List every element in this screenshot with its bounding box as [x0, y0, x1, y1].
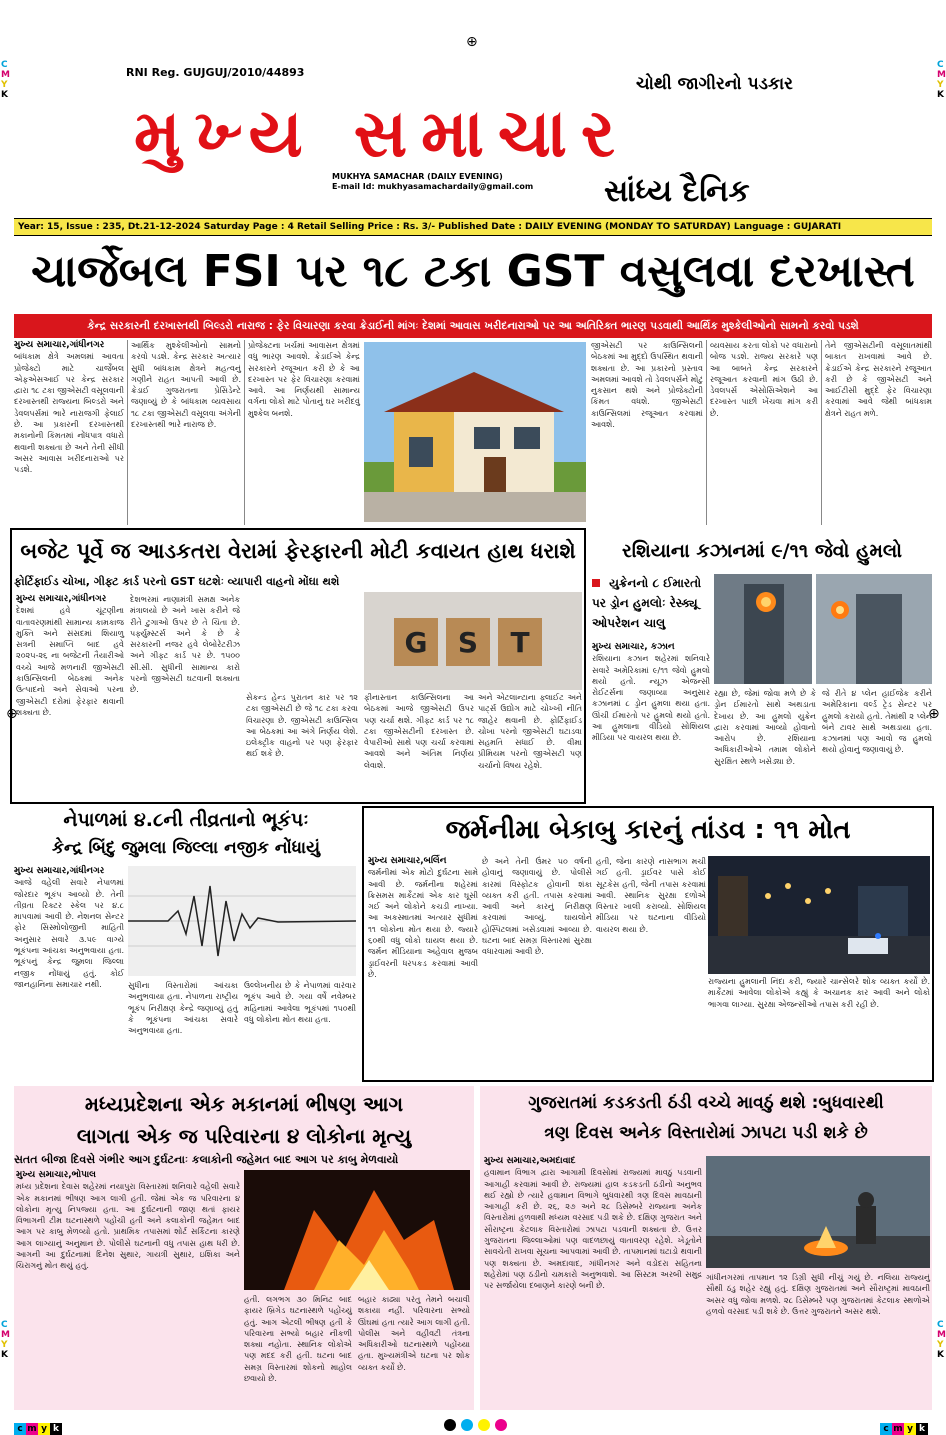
- lead-text-3: પ્રોજેક્ટના ખર્ચમાં આવાસન ક્ષેત્રમાં વધુ ભારણ આવશે. ક્રેડાઈએ કેન્દ્ર સરકારને રજૂઆત કરી છે કે આ દરખાસ્ત પર ફેર વિચારણા કરવામાં આવે. આ નિર્ણયથી સામાન્ય વર્ગના લોકો માટે પોતાનું ઘર ખરીદવું મુશ્કેલ બનશે.: [248, 341, 360, 418]
- registration-dots: [444, 1416, 507, 1435]
- lead-text-6: તેને જીએસટીની વસૂલાતમાંથી બાકાત રાખવામાં આવે છે. ક્રેડાઈએ કેન્દ્ર સરકારને રજૂઆત કરી છે કે જીએસટી અને આઈટીસી મુદ્દે ફેર વિચારણા કરવામાં આવે જેથી બાંધકામ ક્ષેત્રને રાહત મળે.: [825, 341, 932, 418]
- budget-text-3: સેકન્ડ હેન્ડ પુરાતન કાર પર ૧૨ ટકા જીએસટી છે જે ૧૮ ટકા કરવા વિચારણા છે. જીએસટી કાઉન્સિલ આ બેઠકમાં આ અંગે નિર્ણય લેશે. ઇલેક્ટ્રીક વાહનો પર પણ ફેરફાર થઈ શકે છે.: [246, 693, 358, 759]
- info-bar-text: Year: 15, Issue : 235, Dt.21-12-2024 Saturday Page : 4 Retail Selling Price : Rs. 3/- Published Date : DAILY EVENING (MONDAY TO SATURDAY) Language : GUJARATI: [18, 222, 842, 232]
- mp-col-1: [16, 1170, 240, 1408]
- cmyk-strip-right: c m y k: [880, 1416, 928, 1435]
- kazan-photo-1: [714, 574, 812, 684]
- mp-col-2: [244, 1294, 352, 1408]
- budget-text-4: ફીનાસ્તાન કાઉન્સિલના આ બેઠકમાં આજે જીએસટી ઉપર પણ ચર્ચા થશે. ગીફ્ટ કાર્ડ પર ૧૮ ટકા જીએસટીની દરખાસ્ત છે. વેપારીઓ સાથે પણ ચર્ચા કરવામાં આવશે અને અંતિમ નિર્ણય લેવાશે.: [364, 693, 474, 770]
- mp-byline: મુખ્ય સમાચાર,ભોપાલ: [16, 1170, 96, 1180]
- russia-headline: રશિયાના કઝાનમાં ૯/૧૧ જેવો હુમલો: [621, 540, 903, 562]
- russia-col-2: [714, 688, 816, 804]
- lead-col-4: [591, 340, 703, 525]
- lead-col-3: [248, 340, 360, 525]
- lead-col-1: [14, 340, 124, 525]
- germany-text-4: રાજ્યના હુમલાની નિંદા કરી, જ્યારે ચાન્સેલરે શોક વ્યક્ત કર્યો છે. માર્કેટમાં આવેલા લોકોએ કહ્યું કે અચાનક કાર આવી અને લોકો ભાગવા લાગ્યા. સુરક્ષા એજન્સીઓ તપાસ કરી રહી છે.: [708, 977, 930, 1009]
- registration-mark-right: ⊕: [928, 706, 940, 722]
- mp-subhead: સતત બીજા દિવસે ગંભીર આગ દુર્ઘટનાઃ કલાકોની જહેમત બાદ આગ પર કાબુ મેળવાયો: [14, 1153, 399, 1166]
- russia-text-1: રશિયાના કઝાન શહેરમાં શનિવારે સવારે અમેરિકામાં ૯/૧૧ જેવો હુમલો થયો હતો. ન્યૂઝ એજન્સી રોઈટર્સના જણાવ્યા અનુસાર કઝાનમાં ૮ ડ્રોન હુમલા થયા હતા. ઊંચી ઈમારતો પર હુમલો થયો હતો. આ હુમલાના વીડિયો સોશિયલ મીડિયા પર વાયરલ થયા છે.: [592, 654, 710, 743]
- registration-mark-left: ⊕: [6, 706, 18, 722]
- budget-text-2: દેશભરમાં નાણામંત્રી સમક્ષ અનેક મંત્રાલયો છે અને ખાસ કરીને જે રીતે ટુગાઓ ઉપર છે તે ચિંતા છે. પર્ફ્યુમ્સ્ટર્સ અને કે છે કે સરકારની નજર હવે લેબોરેટરીઝ અને ગીફ્ટ કાર્ડ પર છે. ૧૫૦૦ સી.સી. સુધીની સામાન્ય કારો પરનો જીએસટી ઘટવાની શક્યતા છે.: [130, 595, 240, 695]
- germany-text-2: છે અને તેની ઉંમર ૫૦ વર્ષની હોવાનું જણાવાયું છે. પોલીસે કારમાં વિસ્ફોટક હોવાની શંકા વ્યક્ત કરી હતી. તપાસ કરવામાં આવી અને કારનું નિરીક્ષણ કરવામાં આવ્યું. ઘાયલોને હોસ્પિટલમાં ખસેડવામાં આવ્યા છે. ઘટના બાદ સમગ્ર વિસ્તારમાં સુરક્ષા વધારવામાં આવી છે.: [482, 857, 592, 957]
- divider: [706, 340, 707, 525]
- germany-text-1: જર્મનીમાં એક મોટો દુર્ઘટના સામે આવી છે. જર્મનીના શહેરમાં ક્રિસમસ માર્કેટમાં એક કાર ઘૂસી ગઈ અને લોકોને કચડી નાખ્યા. આ અકસ્માતમાં અત્યાર સુધીમાં ૧૧ લોકોના મોત થયા છે. જ્યારે ૬૦થી વધુ લોકો ઘાયલ થયા છે. જર્મન મીડિયાના અહેવાલ મુજબ ડ્રાઈવરની ધરપકડ કરવામાં આવી છે.: [368, 868, 478, 979]
- mp-text-2: હતી. લગભગ ૩૦ મિનિટ બાદ ફાયર બ્રિગેડ ઘટનાસ્થળે પહોંચ્યું હતું. આગ એટલી ભીષણ હતી કે પરિવારના સભ્યો બહાર નીકળી શક્યા નહોતા. સ્થાનિક લોકોએ પણ મદદ કરી હતી. ઘટના બાદ સમગ્ર વિસ્તારમાં શોકનો માહોલ છવાયો છે.: [244, 1295, 352, 1384]
- nepal-col-2: [128, 980, 238, 1082]
- house-photo: [364, 342, 586, 522]
- germany-col-1: [368, 856, 478, 1078]
- cmyk-mark-left: C M Y K: [1, 60, 10, 100]
- nepal-byline: મુખ્ય સમાચાર,ગાંધીનગર: [14, 866, 105, 876]
- svg-text:G: G: [404, 626, 428, 659]
- budget-subhead: ફોર્ટિફાઈડ ચોખા, ગીફ્ટ કાર્ડ પરનો GST ઘટશેઃ વ્યાપારી વાહનો મોંઘા થશે: [14, 575, 340, 588]
- germany-byline: મુખ્ય સમાચાર,બર્લિન: [368, 856, 447, 866]
- lead-byline: મુખ્ય સમાચાર,ગાંધીનગર: [14, 340, 105, 350]
- lead-col-6: [825, 340, 932, 525]
- nepal-col-1: [14, 866, 124, 1082]
- nepal-text-2: સુધીના વિસ્તારોમાં આંચકા અનુભવાયા હતા. નેપાળના રાષ્ટ્રીય ભૂકંપ નિરીક્ષણ કેન્દ્રે જણાવ્યું હતું કે ભૂકંપના આંચકા સવારે અનુભવાયા હતા.: [128, 981, 238, 1036]
- red-square-icon: [592, 579, 600, 587]
- svg-text:T: T: [510, 626, 530, 659]
- germany-text-3: હતી, જેના કારણે નાસભાગ મચી ગઈ હતી. ડ્રાઈવર પાસે કોઈ સૂટકેસ હતી, જેની તપાસ કરવામાં આવી. સ્થાનિક સુરક્ષા દળોએ વિસ્તાર ખાલી કરાવ્યો. સોશિયલ મીડિયા પર ઘટનાના વીડિયો વાયરલ થયા છે.: [596, 857, 706, 934]
- divider: [127, 340, 128, 525]
- mp-col-3: [358, 1294, 470, 1408]
- lead-subhead: કેન્દ્ર સરકારની દરખાસ્તથી બિલ્ડરો નારાજ : ફેર વિચારણા કરવા ક્રેડાઈની માંગઃ દેશમાં આવાસ ખરીદનારાઓ પર આ અતિરિક્ત ભારણ પડવાથી આર્થિક મુશ્કેલીઓનો સામનો કરવો પડશે: [87, 320, 859, 332]
- nepal-headline-2: કેન્દ્ર બિંદુ જુમલા જિલ્લા નજીક નોંધાયું: [51, 838, 321, 858]
- budget-headline: બજેટ પૂર્વે જ આડકતરા વેરામાં ફેરફારની મોટી કવાયત હાથ ધરાશે: [20, 539, 576, 563]
- gst-blocks-photo: [364, 592, 582, 690]
- russia-subhead-block: [592, 572, 710, 642]
- lead-text-1: બાંધકામ ક્ષેત્રે અમલમાં આવતા પ્રોજેક્ટો માટે ચાર્જેબલ એફએસઆઈ પર કેન્દ્ર સરકાર દ્વારા ૧૮ ટકા જીએસટી વસૂલવાની દરખાસ્તથી રાજ્યના બિલ્ડરો અને ડેવલપર્સમાં ભારે નારાજગી ફેલાઈ છે. આ પ્રકારની દરખાસ્તથી મકાનોની કિંમતમાં નોંધપાત્ર વધારો થવાની શક્યતા છે અને તેની સીધી અસર આવાસ ખરીદનારાઓ પર પડશે.: [14, 352, 124, 475]
- budget-text-5: અને એટલાન્ટાના ફ્લાઈટ અને પાર્ટ્સ ઉદ્યોગ માટે ચોખ્ખી નીતિ જાહેર થવાની છે. ફોર્ટિફાઈડ ચોખા પરનો જીએસટી ઘટાડવા સહમતિ સધાઈ છે. વીમા પ્રીમિયમ પરનો જીએસટી પણ ચર્ચાનો વિષય રહેશે.: [478, 693, 582, 770]
- lead-text-2: આર્થિક મુશ્કેલીઓનો સામનો કરવો પડશે. કેન્દ્ર સરકાર અત્યાર સુધી બાંધકામ ક્ષેત્રને મહત્વનું ગણીને રાહત આપતી આવી છે. ક્રેડાઈ ગુજરાતના પ્રેસિડેન્ટે જણાવ્યું છે કે બાંધકામ વ્યવસાય ૧૮ ટકા જીએસટી વસૂલવા અંગેની દરખાસ્તથી ભારે નારાજ છે.: [131, 341, 241, 430]
- gujarat-col-1: [484, 1156, 702, 1408]
- lead-subhead-bar: [14, 314, 932, 338]
- russia-subhead: યુક્રેનનો ૮ ઈમારતો પર ડ્રોન હુમલોઃ રેસ્ક્યૂ ઓપરેશન ચાલુ: [592, 576, 702, 630]
- lead-headline: ચાર્જેબલ FSI પર ૧૮ ટકા GST વસુલવા દરખાસ્ત: [31, 246, 915, 297]
- russia-text-3: જે રીતે ૪ પ્લેન હાઈજેક કરીને અમેરિકાના વર્લ્ડ ટ્રેડ સેન્ટર પર હુમલો કરાયો હતો. તેમાંથી ૨ પ્લેન બંને ટાવર સાથે અથડાયા હતા. કઝાનમાં પણ આવો જ હુમલો થયો હોવાનું જણાવાયું છે.: [822, 689, 932, 755]
- mp-text-3: બહાર કાઢ્યા પરંતુ તેમને બચાવી શકાયા નહીં. પરિવારના સભ્યો ઊંઘમાં હતા ત્યારે આગ લાગી હતી. પોલીસ અને વહીવટી તંત્રના અધિકારીઓ ઘટનાસ્થળે પહોંચ્યા હતા. મુખ્યમંત્રીએ ઘટના પર શોક વ્યક્ત કર્યો છે.: [358, 1295, 470, 1372]
- gujarat-headline-1: ગુજરાતમાં કડકડતી ઠંડી વચ્ચે માવઠું થશે :બુધવારથી: [528, 1093, 884, 1113]
- svg-text:S: S: [457, 626, 479, 659]
- gujarat-text-2: ગાંધીનગરમાં તાપમાન ૧૨ ડિગ્રી સુધી નીચું ગયું છે. નલિયા રાજ્યનું સૌથી ઠંડુ શહેર રહ્યું હતું. દક્ષિણ ગુજરાતમાં અને સૌરાષ્ટ્રમાં માવઠાની અસર વધુ જોવા મળશે. ૨૮ ડિસેમ્બરે પણ ગુજરાતમાં કેટલાક સ્થળોએ હળવો વરસાદ પડી શકે છે. ઉત્તર ગુજરાતને અસર થશે.: [706, 1273, 930, 1316]
- edition-label: સાંધ્ય દૈનિક: [604, 174, 750, 209]
- budget-col-3: [246, 692, 358, 800]
- russia-byline: મુખ્ય સમાચાર, કઝાન: [592, 642, 675, 652]
- cmyk-mark-right: C M Y K: [937, 60, 946, 100]
- germany-col-4: [708, 976, 930, 1078]
- gujarat-col-2: [706, 1272, 930, 1408]
- budget-text-1: દેશમાં હવે ચૂંટણીના વાતાવરણમાંથી સામાન્ય કામકાજ મુક્તિ અને સંસદમાં શિયાળુ સત્રની સમાપ્તિ બાદ હવે ૨૦૨૫-૨૬ ના બજેટની તૈયારીઓ વચ્ચે આજે મળનારી જીએસટી કાઉન્સિલની બેઠકમાં અનેક ઉત્પાદનો અને સેવાઓ પરના જીએસટી દરોમાં ફેરફાર થવાની શક્યતા છે.: [16, 606, 124, 717]
- germany-col-2: [482, 856, 592, 1078]
- christmas-market-photo: [708, 856, 930, 974]
- fire-photo: [244, 1170, 470, 1290]
- cmyk-strip-left: c m y k: [14, 1416, 62, 1435]
- mp-text-1: મધ્ય પ્રદેશના દેવાસ શહેરમાં નયાપુરા વિસ્તારમાં શનિવારે વહેલી સવારે એક મકાનમાં ભીષણ આગ લાગી હતી. જેમાં એક જ પરિવારના ૪ લોકોના મૃત્યુ નિપજ્યા હતા. આ દુર્ઘટનાની જાણ થતાં ફાયર વિભાગની ટીમ ઘટનાસ્થળે પહોંચી હતી અને કલાકોની જહેમત બાદ આગ પર કાબુ મેળવ્યો હતો. પ્રાથમિક તપાસમાં શોર્ટ સર્કિટના કારણે આગ લાગ્યાનું અનુમાન છે. પોલીસે ઘટનાની વધુ તપાસ હાથ ધરી છે. આગની આ દુર્ઘટનામાં દિનેશ સુથાર, ગાયત્રી સુથાર, ઇશિકા અને ચિરાગનું મોત થયું હતું.: [16, 1182, 240, 1271]
- cmyk-mark-right-bottom: C M Y K: [937, 1320, 946, 1360]
- gujarat-text-1: હવામાન વિભાગ દ્વારા આગામી દિવસોમાં રાજ્યમાં માવઠું પડવાની આગાહી કરવામાં આવી છે. રાજ્યમાં હાલ કડકડતી ઠંડીનો અનુભવ થઈ રહ્યો છે ત્યારે હવામાન વિભાગે બુધવારથી ત્રણ દિવસ માવઠાની આગાહી કરી છે. ૨૬, ૨૭ અને ૨૮ ડિસેમ્બરે રાજ્યના અનેક વિસ્તારોમાં હળવાથી મધ્યમ વરસાદ પડી શકે છે. દક્ષિણ ગુજરાત અને સૌરાષ્ટ્રના કેટલાક વિસ્તારોમાં ઝાપટા પડવાની શક્યતા છે. ઉત્તર ગુજરાતના જિલ્લાઓમાં પણ વાદળછાયું વાતાવરણ રહેશે. ખેડૂતોને સાવચેતી રાખવા સૂચના આપવામાં આવી છે. તાપમાનમાં ઘટાડો થવાની પણ શક્યતા છે. અમદાવાદ, ગાંધીનગર અને વડોદરા સહિતના શહેરોમાં પણ ઠંડીનો ચમકારો અનુભવાશે. આ સિસ્ટમ અરબી સમુદ્ર પર સર્જાયેલા દબાણને કારણે બની છે.: [484, 1168, 702, 1291]
- lead-text-4: જીએસટી પર કાઉન્સિલની બેઠકમાં આ મુદ્દો ઉપસ્થિત થવાની શક્યતા છે. આ પ્રકારનો પ્રસ્તાવ અમલમાં આવશે તો ડેવલપર્સને મોટું નુકસાન થશે અને પ્રોજેક્ટોની કિંમત વધશે. જીએસટી કાઉન્સિલમાં રજૂઆત કરવામાં આવશે.: [591, 341, 703, 430]
- divider: [821, 340, 822, 525]
- mp-headline-1: મધ્યપ્રદેશના એક મકાનમાં ભીષણ આગ: [84, 1092, 404, 1116]
- registration-mark-top: ⊕: [466, 34, 478, 50]
- lead-col-2: [131, 340, 241, 525]
- mp-headline-2: લાગતા એક જ પરિવારના ૪ લોકોના મૃત્યુ: [76, 1124, 412, 1148]
- seismograph-photo: [128, 866, 356, 976]
- russia-col-3: [822, 688, 932, 804]
- kazan-photo-2: [816, 574, 932, 684]
- subtitle-en: MUKHYA SAMACHAR (DAILY EVENING): [332, 172, 503, 181]
- divider: [244, 340, 245, 525]
- nepal-headline-1: નેપાળમાં ૪.૮ની તીવ્રતાનો ભૂકંપઃ: [63, 809, 309, 831]
- budget-col-1: [16, 594, 124, 800]
- budget-byline: મુખ્ય સમાચાર,ગાંધીનગર: [16, 594, 107, 604]
- lead-text-5: વ્યવસાય કરતા લોકો પર વધારાનો બોજ પડશે. રાજ્ય સરકારે પણ આ બાબતે કેન્દ્ર સરકારને રજૂઆત કરવાની માંગ ઉઠી છે. ડેવલપર્સ એસોસિએશને આ દરખાસ્ત પાછી ખેંચવા માંગ કરી છે.: [710, 341, 818, 418]
- lead-col-5: [710, 340, 818, 525]
- germany-headline: જર્મનીમા બેકાબુ કારનું તાંડવ : ૧૧ મોત: [445, 815, 851, 845]
- gujarat-headline-2: ત્રણ દિવસ અનેક વિસ્તારોમાં ઝાપટા પડી શકે છે: [544, 1123, 868, 1143]
- nepal-text-3: ઉલ્લેખનીય છે કે નેપાળમાં વારંવાર ભૂકંપ આવે છે. ગયા વર્ષે નવેમ્બર મહિનામાં આવેલા ભૂકંપમાં ૧૫૦થી વધુ લોકોના મોત થયા હતા.: [244, 981, 356, 1024]
- info-bar: [14, 218, 932, 236]
- winter-fire-photo: [706, 1156, 930, 1268]
- germany-col-3: [596, 856, 706, 1078]
- budget-col-4: [364, 692, 474, 800]
- cmyk-mark-left-bottom: C M Y K: [1, 1320, 10, 1360]
- budget-col-5: [478, 692, 582, 800]
- newspaper-title: મુખ્ય સમાચાર: [134, 95, 630, 172]
- nepal-col-3: [244, 980, 356, 1082]
- gujarat-byline: મુખ્ય સમાચાર,અમદાવાદ: [484, 1156, 576, 1166]
- budget-col-2: [130, 594, 240, 800]
- russia-text-2: રહ્યા છે, જેમાં જોવા મળે છે કે ડ્રોન ઈમારતો સાથે અથડાતા દેખાય છે. આ હુમલો યુક્રેન દ્વારા કરવામાં આવ્યો હોવાનો આરોપ છે. રશિયાના અધિકારીઓએ તમામ લોકોને સુરક્ષિત સ્થળે ખસેડ્યા છે.: [714, 689, 816, 766]
- reg-number: RNI Reg. GUJGUJ/2010/44893: [126, 66, 305, 79]
- tagline: ચોથી જાગીરનો પડકાર: [636, 74, 793, 94]
- russia-col-1: [592, 642, 710, 804]
- email: E-mail Id: mukhyasamachardaily@gmail.com: [332, 182, 534, 191]
- nepal-text-1: આજે વહેલી સવારે નેપાળમાં જોરદાર ભૂકંપ આવ્યો છે. તેની તીવ્રતા રિક્ટર સ્કેલ પર ૪.૮ માપવામાં આવી છે. નેશનલ સેન્ટર ફોર સિસ્મોલોજીની માહિતી અનુસાર સવારે ૩.૫૯ વાગ્યે ભૂકંપના આંચકા અનુભવાયા હતા. ભૂકંપનું કેન્દ્ર જુમલા જિલ્લા નજીક નોંધાયું હતું. કોઈ જાનહાનિના સમાચાર નથી.: [14, 878, 124, 989]
